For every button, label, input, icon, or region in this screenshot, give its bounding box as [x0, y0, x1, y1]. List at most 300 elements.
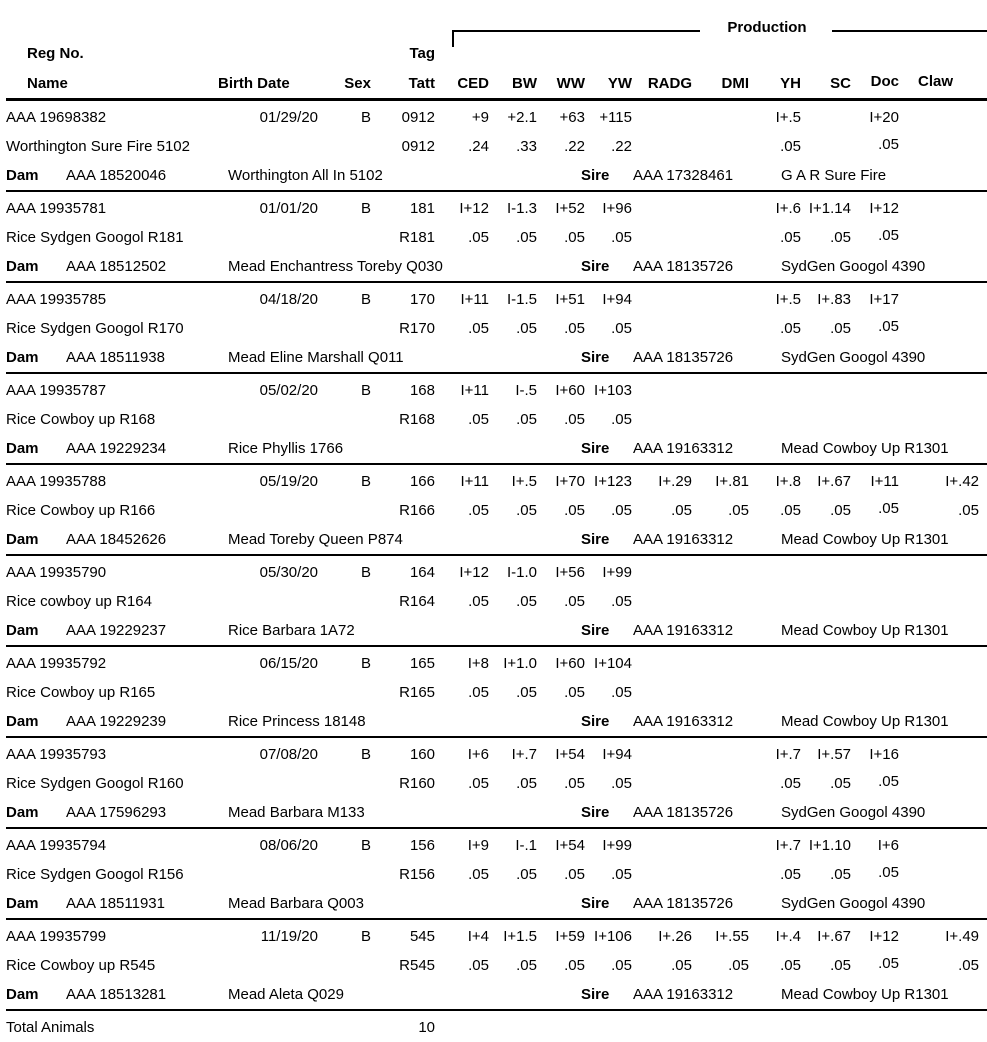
sire-name: SydGen Googol 4390 [781, 258, 926, 275]
epd-value: I+99 [602, 564, 632, 581]
animal-reg-no: AAA 19935794 [6, 837, 107, 854]
animal-name: Rice Cowboy up R165 [6, 684, 156, 701]
animal-acc-row [0, 132, 987, 161]
animal-parents-row [0, 343, 987, 372]
sire-reg-no: AAA 18135726 [633, 895, 734, 912]
animal-reg-no: AAA 19698382 [6, 109, 107, 126]
epd-value: I+.57 [817, 746, 851, 763]
epd-value: +9 [471, 109, 489, 126]
animal-sex: B [360, 564, 371, 581]
animal-sex: B [360, 473, 371, 490]
sire-label: Sire [581, 622, 610, 639]
epd-value: I-1.5 [506, 291, 537, 308]
sire-name: Mead Cowboy Up R1301 [781, 713, 949, 730]
dam-label: Dam [6, 622, 39, 639]
epd-value: I+.29 [658, 473, 692, 490]
epd-value: I+60 [555, 655, 585, 672]
accuracy-value: .05 [611, 502, 632, 519]
column-header-claw: Claw [917, 72, 953, 90]
animal-acc-row [0, 496, 987, 525]
epd-value: I+106 [594, 928, 632, 945]
epd-value: I+.26 [658, 928, 692, 945]
epd-value: I+.67 [817, 473, 851, 490]
accuracy-value: .05 [611, 957, 632, 974]
epd-value: I+16 [869, 746, 899, 763]
dam-label: Dam [6, 713, 39, 730]
epd-value: I+.5 [775, 291, 801, 308]
epd-value: I+70 [555, 473, 585, 490]
production-bracket-line-right [832, 30, 987, 32]
accuracy-value: .05 [830, 957, 851, 974]
sire-label: Sire [581, 167, 610, 184]
header-row-1 [0, 38, 987, 68]
column-header-birth-date: Birth Date [218, 74, 290, 92]
accuracy-value: .05 [830, 866, 851, 883]
total-animals-label: Total Animals [6, 1019, 95, 1036]
sire-reg-no: AAA 19163312 [633, 440, 734, 457]
accuracy-value: .24 [468, 138, 489, 155]
animal-tag: 545 [409, 928, 435, 945]
header-divider-rule [6, 98, 987, 101]
accuracy-value: .05 [830, 502, 851, 519]
animal-reg-no: AAA 19935787 [6, 382, 107, 399]
epd-value: I-.1 [515, 837, 537, 854]
animal-epd-row [0, 376, 987, 405]
accuracy-value: .05 [516, 229, 537, 246]
accuracy-value: .05 [516, 593, 537, 610]
accuracy-value: .05 [468, 502, 489, 519]
accuracy-value: .33 [516, 138, 537, 155]
column-header-yw: YW [607, 74, 632, 92]
accuracy-value: .05 [830, 320, 851, 337]
epd-value: I+.55 [715, 928, 749, 945]
sire-name: Mead Cowboy Up R1301 [781, 986, 949, 1003]
sire-reg-no: AAA 18135726 [633, 258, 734, 275]
animal-name: Rice Sydgen Googol R181 [6, 229, 184, 246]
epd-value: +2.1 [507, 109, 537, 126]
epd-value: I+51 [555, 291, 585, 308]
epd-value: I+17 [869, 291, 899, 308]
accuracy-value: .05 [468, 593, 489, 610]
animal-epd-row [0, 831, 987, 860]
animal-tatt: R545 [399, 957, 435, 974]
animal-parents-row [0, 616, 987, 645]
dam-reg-no: AAA 19229239 [66, 713, 167, 730]
animal-birth-date: 05/02/20 [259, 382, 318, 399]
epd-value: I+103 [594, 382, 632, 399]
animal-record [0, 465, 987, 556]
dam-name: Mead Aleta Q029 [228, 986, 344, 1003]
animal-parents-row [0, 798, 987, 827]
sire-reg-no: AAA 19163312 [633, 986, 734, 1003]
epd-value: I+.7 [775, 746, 801, 763]
animal-records-list [0, 101, 987, 1011]
epd-value: I+52 [555, 200, 585, 217]
animal-record [0, 192, 987, 283]
sire-label: Sire [581, 713, 610, 730]
animal-epd-row [0, 558, 987, 587]
accuracy-value: .05 [516, 684, 537, 701]
accuracy-value: .05 [516, 957, 537, 974]
animal-tatt: R181 [399, 229, 435, 246]
epd-value: I+.49 [945, 928, 979, 945]
production-bracket-corner [452, 30, 454, 47]
epd-value: I+6 [467, 746, 489, 763]
animal-birth-date: 11/19/20 [260, 928, 318, 945]
sire-label: Sire [581, 349, 610, 366]
accuracy-value: .05 [958, 502, 979, 519]
dam-label: Dam [6, 531, 39, 548]
epd-value: I+11 [460, 382, 489, 399]
epd-value: I+.67 [817, 928, 851, 945]
dam-name: Mead Enchantress Toreby Q030 [228, 258, 443, 275]
animal-tag: 0912 [401, 109, 435, 126]
epd-value: I+6 [877, 837, 899, 854]
accuracy-value: .05 [564, 502, 585, 519]
epd-value: I+4 [467, 928, 489, 945]
animal-record [0, 556, 987, 647]
animal-tag: 170 [409, 291, 435, 308]
accuracy-value: .05 [611, 593, 632, 610]
sire-reg-no: AAA 19163312 [633, 622, 734, 639]
accuracy-value: .05 [780, 320, 801, 337]
sire-name: Mead Cowboy Up R1301 [781, 622, 949, 639]
epd-value: I+.81 [715, 473, 749, 490]
animal-name: Rice Sydgen Googol R160 [6, 775, 184, 792]
animal-tatt: R166 [399, 502, 435, 519]
accuracy-value: .05 [468, 411, 489, 428]
animal-birth-date: 05/19/20 [259, 473, 318, 490]
epd-value: I+.7 [775, 837, 801, 854]
accuracy-value: .05 [516, 411, 537, 428]
animal-tatt: 0912 [401, 138, 435, 155]
accuracy-value: .05 [671, 957, 692, 974]
accuracy-value: .05 [611, 411, 632, 428]
production-group-label: Production [727, 19, 807, 36]
dam-label: Dam [6, 167, 39, 184]
epd-value: I+11 [460, 473, 489, 490]
epd-value: I+.4 [775, 928, 801, 945]
dam-reg-no: AAA 19229234 [66, 440, 167, 457]
animal-reg-no: AAA 19935799 [6, 928, 107, 945]
accuracy-value: .05 [516, 866, 537, 883]
epd-value: I+9 [467, 837, 489, 854]
sire-name: Mead Cowboy Up R1301 [781, 531, 949, 548]
epd-value: I+1.14 [808, 200, 851, 217]
column-header-tag: Tag [409, 44, 435, 62]
accuracy-value: .05 [780, 775, 801, 792]
epd-value: I+1.0 [503, 655, 537, 672]
accuracy-value: .05 [878, 500, 899, 517]
sire-reg-no: AAA 18135726 [633, 804, 734, 821]
epd-value: +115 [599, 109, 632, 126]
accuracy-value: .05 [516, 320, 537, 337]
animal-acc-row [0, 314, 987, 343]
animal-name: Worthington Sure Fire 5102 [6, 138, 190, 155]
dam-name: Rice Phyllis 1766 [228, 440, 344, 457]
animal-acc-row [0, 587, 987, 616]
sire-name: SydGen Googol 4390 [781, 895, 926, 912]
epd-value: I+60 [555, 382, 585, 399]
record-separator-rule [6, 1009, 987, 1011]
animal-parents-row [0, 252, 987, 281]
animal-birth-date: 01/01/20 [259, 200, 318, 217]
accuracy-value: .05 [564, 320, 585, 337]
dam-reg-no: AAA 18512502 [66, 258, 167, 275]
epd-value: I+1.10 [808, 837, 851, 854]
animal-name: Rice Cowboy up R168 [6, 411, 156, 428]
animal-sex: B [360, 837, 371, 854]
accuracy-value: .05 [564, 593, 585, 610]
accuracy-value: .05 [878, 864, 899, 881]
epd-value: I+12 [459, 564, 489, 581]
animal-epd-row [0, 285, 987, 314]
column-header-ww: WW [556, 74, 585, 92]
dam-label: Dam [6, 258, 39, 275]
dam-reg-no: AAA 17596293 [66, 804, 167, 821]
epd-value: I+8 [467, 655, 489, 672]
accuracy-value: .05 [728, 957, 749, 974]
sire-reg-no: AAA 17328461 [633, 167, 734, 184]
animal-tatt: R160 [399, 775, 435, 792]
animal-acc-row [0, 951, 987, 980]
accuracy-value: .05 [728, 502, 749, 519]
animal-name: Rice Sydgen Googol R170 [6, 320, 184, 337]
dam-reg-no: AAA 19229237 [66, 622, 167, 639]
epd-value: I+.7 [511, 746, 537, 763]
animal-tatt: R164 [399, 593, 435, 610]
column-header-doc: Doc [870, 72, 899, 90]
epd-value: I+12 [459, 200, 489, 217]
animal-epd-row [0, 467, 987, 496]
dam-name: Rice Princess 18148 [228, 713, 366, 730]
animal-name: Rice Cowboy up R166 [6, 502, 156, 519]
animal-reg-no: AAA 19935788 [6, 473, 107, 490]
animal-birth-date: 04/18/20 [259, 291, 318, 308]
animal-epd-row [0, 194, 987, 223]
epd-value: I+104 [594, 655, 632, 672]
accuracy-value: .05 [611, 320, 632, 337]
animal-sex: B [360, 928, 371, 945]
animal-record [0, 101, 987, 192]
animal-epd-row [0, 103, 987, 132]
dam-label: Dam [6, 440, 39, 457]
animal-sex: B [360, 109, 371, 126]
accuracy-value: .05 [564, 957, 585, 974]
dam-label: Dam [6, 349, 39, 366]
animal-epd-row [0, 649, 987, 678]
accuracy-value: .05 [564, 775, 585, 792]
epd-value: I+11 [460, 291, 489, 308]
epd-value: I+12 [869, 200, 899, 217]
column-header-tatt: Tatt [408, 74, 435, 92]
epd-value: I+54 [555, 746, 585, 763]
column-header-name: Name [27, 74, 68, 92]
animal-name: Rice Sydgen Googol R156 [6, 866, 184, 883]
animal-sex: B [360, 382, 371, 399]
animal-sex: B [360, 655, 371, 672]
animal-name: Rice Cowboy up R545 [6, 957, 156, 974]
animal-tatt: R165 [399, 684, 435, 701]
animal-epd-row [0, 740, 987, 769]
animal-record [0, 283, 987, 374]
accuracy-value: .05 [611, 775, 632, 792]
accuracy-value: .05 [830, 229, 851, 246]
dam-label: Dam [6, 804, 39, 821]
animal-tatt: R156 [399, 866, 435, 883]
accuracy-value: .05 [516, 775, 537, 792]
accuracy-value: .05 [780, 502, 801, 519]
animal-acc-row [0, 860, 987, 889]
accuracy-value: .05 [564, 411, 585, 428]
epd-value: I+.8 [775, 473, 801, 490]
epd-value: I+.5 [775, 109, 801, 126]
animal-record [0, 647, 987, 738]
accuracy-value: .05 [611, 229, 632, 246]
accuracy-value: .05 [468, 957, 489, 974]
animal-parents-row [0, 980, 987, 1009]
dam-reg-no: AAA 18513281 [66, 986, 167, 1003]
dam-name: Mead Barbara Q003 [228, 895, 364, 912]
animal-acc-row [0, 223, 987, 252]
accuracy-value: .22 [564, 138, 585, 155]
accuracy-value: .05 [468, 684, 489, 701]
accuracy-value: .05 [780, 957, 801, 974]
accuracy-value: .22 [611, 138, 632, 155]
column-header-reg-no: Reg No. [27, 44, 84, 62]
dam-reg-no: AAA 18452626 [66, 531, 167, 548]
sire-label: Sire [581, 440, 610, 457]
epd-value: I+.5 [511, 473, 537, 490]
animal-tag: 156 [409, 837, 435, 854]
epd-value: I+54 [555, 837, 585, 854]
accuracy-value: .05 [468, 866, 489, 883]
accuracy-value: .05 [564, 866, 585, 883]
dam-name: Rice Barbara 1A72 [228, 622, 355, 639]
accuracy-value: .05 [878, 955, 899, 972]
column-header-radg: RADG [647, 74, 692, 92]
dam-name: Mead Eline Marshall Q011 [228, 349, 404, 366]
accuracy-value: .05 [564, 684, 585, 701]
epd-value: I+.42 [945, 473, 979, 490]
animal-acc-row [0, 678, 987, 707]
animal-parents-row [0, 161, 987, 190]
accuracy-value: .05 [468, 320, 489, 337]
animal-tag: 165 [409, 655, 435, 672]
header-row-2 [0, 68, 987, 98]
animal-tag: 166 [409, 473, 435, 490]
column-header-sc: SC [830, 74, 851, 92]
epd-value: I+94 [602, 746, 632, 763]
dam-label: Dam [6, 986, 39, 1003]
sire-name: Mead Cowboy Up R1301 [781, 440, 949, 457]
sire-label: Sire [581, 804, 610, 821]
animal-parents-row [0, 434, 987, 463]
accuracy-value: .05 [611, 684, 632, 701]
animal-tag: 160 [409, 746, 435, 763]
epd-value: I+20 [869, 109, 899, 126]
animal-record [0, 738, 987, 829]
animal-epd-row [0, 922, 987, 951]
accuracy-value: .05 [878, 773, 899, 790]
epd-value: I+56 [555, 564, 585, 581]
epd-value: I+.83 [817, 291, 851, 308]
animal-parents-row [0, 525, 987, 554]
accuracy-value: .05 [468, 229, 489, 246]
epd-value: I+1.5 [503, 928, 537, 945]
sire-name: SydGen Googol 4390 [781, 804, 926, 821]
epd-value: I+.6 [775, 200, 801, 217]
column-header-sex: Sex [344, 74, 371, 92]
animal-reg-no: AAA 19935793 [6, 746, 107, 763]
animal-acc-row [0, 769, 987, 798]
animal-parents-row [0, 889, 987, 918]
animal-tag: 181 [409, 200, 435, 217]
column-header-bw: BW [512, 74, 537, 92]
column-header-ced: CED [457, 74, 489, 92]
epd-value: I+94 [602, 291, 632, 308]
accuracy-value: .05 [671, 502, 692, 519]
accuracy-value: .05 [780, 138, 801, 155]
animal-record [0, 374, 987, 465]
animal-acc-row [0, 405, 987, 434]
animal-tag: 164 [409, 564, 435, 581]
sire-label: Sire [581, 531, 610, 548]
accuracy-value: .05 [564, 229, 585, 246]
sire-label: Sire [581, 258, 610, 275]
animal-birth-date: 08/06/20 [259, 837, 318, 854]
accuracy-value: .05 [878, 318, 899, 335]
epd-value: I+96 [602, 200, 632, 217]
accuracy-value: .05 [611, 866, 632, 883]
sire-reg-no: AAA 18135726 [633, 349, 734, 366]
report-header [0, 0, 987, 101]
accuracy-value: .05 [780, 866, 801, 883]
accuracy-value: .05 [830, 775, 851, 792]
epd-value: I+12 [869, 928, 899, 945]
column-header-dmi: DMI [721, 74, 749, 92]
sire-name: G A R Sure Fire [781, 167, 887, 184]
dam-reg-no: AAA 18511931 [66, 895, 165, 912]
animal-sex: B [360, 291, 371, 308]
epd-value: I+99 [602, 837, 632, 854]
dam-reg-no: AAA 18520046 [66, 167, 167, 184]
animal-record [0, 920, 987, 1011]
dam-name: Mead Barbara M133 [228, 804, 365, 821]
dam-label: Dam [6, 895, 39, 912]
accuracy-value: .05 [878, 136, 899, 153]
epd-value: +63 [559, 109, 585, 126]
report-footer [0, 1013, 987, 1042]
sire-reg-no: AAA 19163312 [633, 531, 734, 548]
sire-reg-no: AAA 19163312 [633, 713, 734, 730]
sire-name: SydGen Googol 4390 [781, 349, 926, 366]
epd-value: I+123 [594, 473, 632, 490]
epd-value: I-1.3 [506, 200, 537, 217]
animal-birth-date: 05/30/20 [259, 564, 318, 581]
epd-value: I+59 [555, 928, 585, 945]
epd-value: I-.5 [515, 382, 537, 399]
animal-tatt: R170 [399, 320, 435, 337]
animal-reg-no: AAA 19935785 [6, 291, 107, 308]
animal-record [0, 829, 987, 920]
animal-tatt: R168 [399, 411, 435, 428]
column-header-yh: YH [780, 74, 801, 92]
accuracy-value: .05 [958, 957, 979, 974]
animal-reg-no: AAA 19935790 [6, 564, 107, 581]
accuracy-value: .05 [516, 502, 537, 519]
animal-name: Rice cowboy up R164 [6, 593, 152, 610]
